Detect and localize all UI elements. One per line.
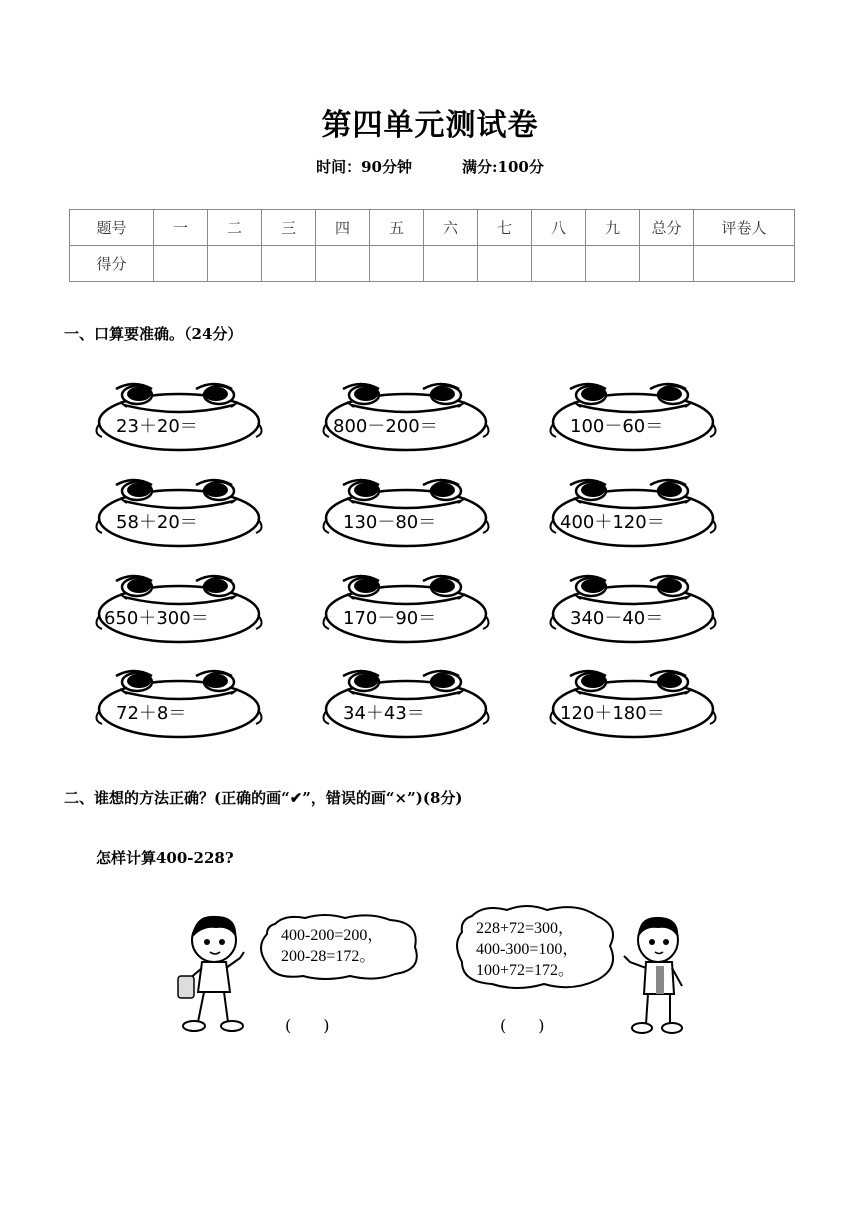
- score-input-cell[interactable]: [640, 246, 694, 282]
- problem-text: 130－80＝: [343, 512, 437, 533]
- score-input-cell[interactable]: [262, 246, 316, 282]
- arithmetic-problem: [94, 375, 264, 453]
- score-input-cell[interactable]: [316, 246, 370, 282]
- exam-info: [0, 156, 860, 177]
- score-table: [69, 209, 795, 282]
- problem-text: 170－90＝: [343, 608, 437, 629]
- time-limit: 时间：90分钟: [316, 158, 412, 176]
- problem-text: 72＋8＝: [116, 703, 187, 724]
- problem-text: 800－200＝: [333, 416, 438, 437]
- arithmetic-problem: [94, 567, 264, 645]
- section2-question: 怎样计算400-228?: [96, 849, 234, 867]
- problem-text: 23＋20＝: [116, 416, 198, 437]
- right-bubble-line: 228+72=300，: [476, 920, 575, 937]
- problem-text: 100－60＝: [570, 416, 664, 437]
- section1-heading: 一、口算要准确。（24分）: [64, 325, 243, 343]
- score-input-cell[interactable]: [694, 246, 795, 282]
- score-input-cell[interactable]: [532, 246, 586, 282]
- score-table-header-cell: 题号: [70, 210, 154, 246]
- arithmetic-problem: [548, 662, 718, 740]
- problem-text: 400＋120＝: [560, 512, 665, 533]
- score-table-score-row: [70, 246, 795, 282]
- score-input-cell[interactable]: [154, 246, 208, 282]
- arithmetic-problem: [321, 471, 491, 549]
- problem-text: 340－40＝: [570, 608, 664, 629]
- right-bubble-line: 400-300=100，: [476, 941, 579, 958]
- arithmetic-problem: [548, 471, 718, 549]
- page-title: 第四单元测试卷: [321, 108, 539, 143]
- score-table-header-cell: 四: [316, 210, 370, 246]
- problem-text: 34＋43＝: [343, 703, 425, 724]
- arithmetic-problem: [321, 567, 491, 645]
- score-table-header-cell: 五: [370, 210, 424, 246]
- score-input-cell[interactable]: [478, 246, 532, 282]
- problem-text: 120＋180＝: [560, 703, 665, 724]
- arithmetic-problem: [548, 375, 718, 453]
- score-input-cell[interactable]: [370, 246, 424, 282]
- problem-text: 58＋20＝: [116, 512, 198, 533]
- arithmetic-problem: [321, 375, 491, 453]
- answer-blank-left[interactable]: ( ): [285, 1016, 330, 1035]
- score-table-header-cell: 二: [208, 210, 262, 246]
- answer-blank-right[interactable]: ( ): [500, 1016, 545, 1035]
- section2-heading: 二、谁想的方法正确？(正确的画“✔”，错误的画“×”)(8分): [64, 789, 463, 807]
- score-input-cell[interactable]: [586, 246, 640, 282]
- full-score: 满分:100分: [462, 158, 544, 176]
- left-bubble-line: 200-28=172。: [281, 948, 376, 965]
- arithmetic-problem: [548, 567, 718, 645]
- score-table-header-cell: 七: [478, 210, 532, 246]
- score-table-header-row: [70, 210, 795, 246]
- score-table-header-cell: 一: [154, 210, 208, 246]
- arithmetic-problem: [94, 471, 264, 549]
- problem-text: 650＋300＝: [104, 608, 209, 629]
- left-bubble-line: 400-200=200，: [281, 927, 384, 944]
- score-table-header-cell: 九: [586, 210, 640, 246]
- score-table-header-cell: 评卷人: [694, 210, 795, 246]
- arithmetic-problem: [321, 662, 491, 740]
- score-input-cell[interactable]: [424, 246, 478, 282]
- score-row-label: 得分: [70, 246, 154, 282]
- score-table-header-cell: 六: [424, 210, 478, 246]
- score-table-header-cell: 三: [262, 210, 316, 246]
- score-table-header-cell: 八: [532, 210, 586, 246]
- right-bubble-line: 100+72=172。: [476, 962, 575, 979]
- boy-pointing-icon: [620, 912, 690, 1037]
- arithmetic-problem: [94, 662, 264, 740]
- score-input-cell[interactable]: [208, 246, 262, 282]
- score-table-header-cell: 总分: [640, 210, 694, 246]
- boy-with-bag-icon: [172, 910, 252, 1035]
